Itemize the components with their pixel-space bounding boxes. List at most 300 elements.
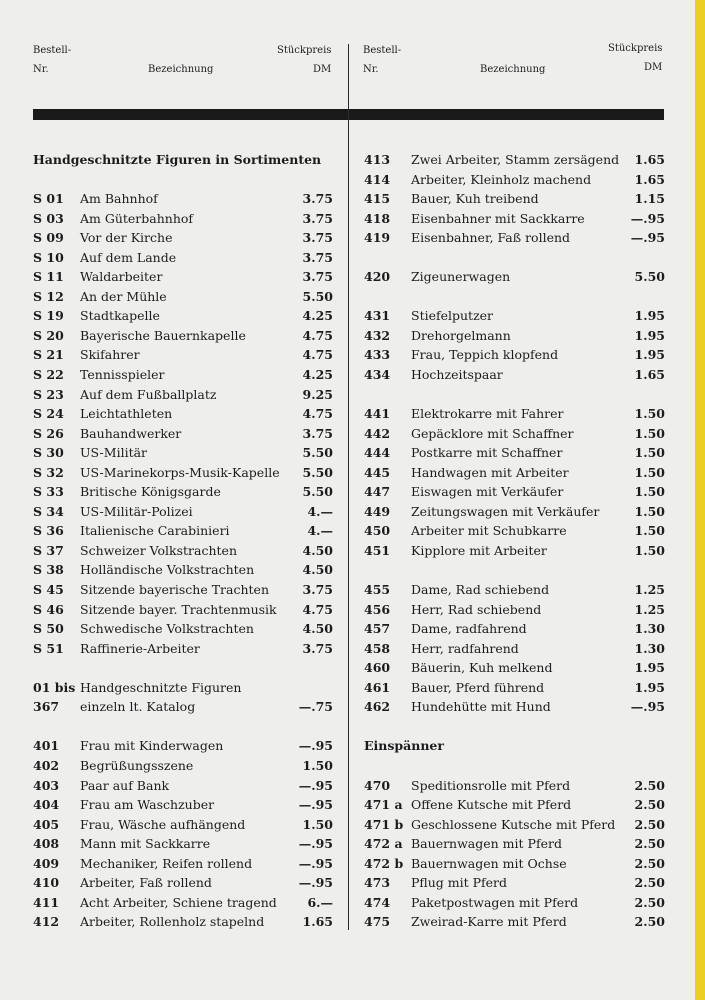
spacer-row	[33, 717, 333, 737]
unit-price: 2.50	[634, 855, 665, 871]
catalog-row	[33, 228, 333, 248]
item-description: Pflug mit Pferd	[411, 875, 508, 891]
order-number: S 33	[33, 484, 64, 500]
item-description: Auf dem Lande	[80, 249, 177, 265]
unit-price: 4.50	[302, 542, 333, 558]
item-description: Sitzende bayer. Trachtenmusik	[80, 601, 277, 617]
unit-price: 4.50	[302, 621, 333, 637]
order-number: S 36	[33, 523, 64, 539]
order-number: 472 b	[364, 855, 404, 871]
item-description: Frau mit Kinderwagen	[80, 738, 224, 754]
item-description: Arbeiter, Kleinholz machend	[411, 171, 592, 187]
order-number: S 30	[33, 445, 64, 461]
unit-price: 9.25	[302, 386, 333, 402]
item-description: Offene Kutsche mit Pferd	[411, 797, 572, 813]
item-description: Mechaniker, Reifen rollend	[80, 855, 253, 871]
catalog-row	[364, 873, 665, 893]
item-description: US-Militär-Polizei	[80, 503, 193, 519]
item-description: Zwei Arbeiter, Stamm zersägend	[411, 152, 620, 167]
catalog-row	[33, 580, 333, 600]
unit-price: 3.75	[302, 191, 333, 207]
catalog-row	[364, 482, 665, 502]
item-description: Am Bahnhof	[80, 191, 158, 207]
item-description: Eisenbahner, Faß rollend	[411, 230, 571, 246]
item-description: Frau am Waschzuber	[80, 797, 215, 813]
order-number: 401	[33, 738, 60, 754]
order-number: S 03	[33, 210, 64, 226]
unit-price: —.95	[298, 777, 333, 793]
unit-price: 2.50	[634, 894, 665, 910]
header-bezeichnung-left: Bezeichnung	[148, 64, 214, 75]
unit-price: 2.50	[634, 836, 665, 852]
order-number: 433	[364, 347, 391, 363]
unit-price: 3.75	[302, 230, 333, 246]
order-number: 415	[364, 191, 391, 207]
item-description: Skifahrer	[80, 347, 140, 363]
catalog-row	[33, 697, 333, 717]
item-description: Paar auf Bank	[80, 777, 170, 793]
order-number: S 32	[33, 464, 64, 480]
order-number: 450	[364, 523, 391, 539]
unit-price: 1.50	[634, 542, 665, 558]
unit-price: 2.50	[634, 875, 665, 891]
header-bezeichnung-right: Bezeichnung	[480, 64, 546, 75]
catalog-row	[33, 404, 333, 424]
unit-price: 2.50	[634, 914, 665, 930]
item-description: Leichtathleten	[80, 406, 173, 422]
order-number: S 09	[33, 230, 64, 246]
order-number: 441	[364, 406, 391, 422]
order-number: 442	[364, 425, 391, 441]
unit-price: 5.50	[302, 445, 333, 461]
order-number: 461	[364, 679, 391, 695]
item-description: Dame, radfahrend	[411, 621, 527, 637]
unit-price: 1.25	[634, 601, 665, 617]
item-description: Postkarre mit Schaffner	[411, 445, 563, 461]
header-stueckpreis-right: Stückpreis	[608, 43, 663, 54]
unit-price: 3.75	[302, 425, 333, 441]
unit-price: 5.50	[302, 484, 333, 500]
catalog-row	[364, 150, 665, 170]
order-number: 410	[33, 875, 60, 891]
order-number: 403	[33, 777, 60, 793]
unit-price: 1.95	[634, 679, 665, 695]
item-description: Speditionsrolle mit Pferd	[411, 777, 571, 793]
unit-price: 1.50	[634, 425, 665, 441]
order-number: 473	[364, 875, 391, 891]
item-description: US-Militär	[80, 445, 148, 461]
order-number: 432	[364, 327, 391, 343]
unit-price: 1.95	[634, 308, 665, 324]
unit-price: 4.75	[302, 601, 333, 617]
catalog-row	[364, 306, 665, 326]
order-number: S 38	[33, 562, 64, 578]
unit-price: 1.95	[634, 327, 665, 343]
unit-price: —.95	[298, 738, 333, 754]
item-description: Bäuerin, Kuh melkend	[411, 660, 553, 676]
item-description: Begrüßungsszene	[80, 757, 194, 773]
order-number: 462	[364, 699, 391, 715]
section-heading-text: Handgeschnitzte Figuren in Sortimenten	[33, 152, 322, 167]
unit-price: —.95	[298, 875, 333, 891]
unit-price: 1.50	[634, 464, 665, 480]
unit-price: 2.50	[634, 777, 665, 793]
catalog-row	[364, 326, 665, 346]
item-description: An der Mühle	[80, 288, 167, 304]
item-description: Frau, Teppich klopfend	[411, 347, 559, 363]
unit-price: 4.25	[302, 367, 333, 383]
order-number: 418	[364, 210, 391, 226]
item-description: Handgeschnitzte Figuren	[80, 679, 242, 695]
order-number: 460	[364, 660, 391, 676]
item-description: Bauernwagen mit Ochse	[411, 855, 567, 871]
unit-price: 4.50	[302, 562, 333, 578]
header-dm-right: DM	[644, 62, 663, 73]
order-number: S 37	[33, 542, 64, 558]
item-description: Italienische Carabinieri	[80, 523, 230, 539]
item-description: Stadtkapelle	[80, 308, 160, 324]
catalog-row	[364, 678, 665, 698]
spacer-row	[33, 170, 333, 190]
item-description: Paketpostwagen mit Pferd	[411, 894, 579, 910]
catalog-row	[33, 736, 333, 756]
order-number: S 24	[33, 406, 64, 422]
item-description: Holländische Volkstrachten	[80, 562, 255, 578]
order-number: 409	[33, 855, 60, 871]
order-number: S 21	[33, 347, 64, 363]
unit-price: 1.50	[634, 503, 665, 519]
unit-price: 3.75	[302, 249, 333, 265]
order-number: S 10	[33, 249, 64, 265]
catalog-row	[364, 776, 665, 796]
header-nr-left: Nr.	[33, 64, 49, 75]
catalog-row	[364, 345, 665, 365]
item-description: Bauer, Pferd führend	[411, 679, 545, 695]
item-description: Vor der Kirche	[80, 230, 173, 246]
unit-price: 1.50	[634, 484, 665, 500]
catalog-row	[364, 502, 665, 522]
catalog-row	[33, 345, 333, 365]
catalog-row	[364, 600, 665, 620]
order-number: 413	[364, 152, 391, 167]
order-number: 456	[364, 601, 391, 617]
catalog-row	[33, 209, 333, 229]
spacer-row	[364, 385, 665, 405]
order-number: S 22	[33, 367, 64, 383]
catalog-row	[33, 248, 333, 268]
catalog-row	[364, 424, 665, 444]
item-description: Britische Königsgarde	[80, 484, 221, 500]
order-number: 451	[364, 542, 391, 558]
unit-price: —.95	[298, 836, 333, 852]
item-description: Elektrokarre mit Fahrer	[411, 406, 564, 422]
item-description: Mann mit Sackkarre	[80, 836, 211, 852]
unit-price: 4.25	[302, 308, 333, 324]
item-description: Arbeiter mit Schubkarre	[411, 523, 567, 539]
order-number: 405	[33, 816, 60, 832]
order-number: 474	[364, 894, 391, 910]
spacer-row	[33, 658, 333, 678]
order-number: 408	[33, 836, 60, 852]
catalog-row	[33, 912, 333, 932]
item-description: Auf dem Fußballplatz	[80, 386, 217, 402]
header-nr-right: Nr.	[363, 64, 379, 75]
unit-price: 4.—	[307, 523, 333, 539]
order-number: S 20	[33, 327, 64, 343]
order-number: 458	[364, 640, 391, 656]
catalog-row	[33, 463, 333, 483]
unit-price: 1.65	[302, 914, 333, 930]
catalog-row	[33, 619, 333, 639]
catalog-row	[364, 639, 665, 659]
item-description: Hochzeitspaar	[411, 367, 503, 383]
unit-price: 1.50	[302, 757, 333, 773]
catalog-row	[33, 326, 333, 346]
item-description: Eiswagen mit Verkäufer	[411, 484, 564, 500]
order-number: S 46	[33, 601, 64, 617]
item-description: Stiefelputzer	[411, 308, 494, 324]
order-number: S 23	[33, 386, 64, 402]
catalog-row	[33, 502, 333, 522]
column-divider	[348, 44, 349, 930]
item-description: Schwedische Volkstrachten	[80, 621, 254, 637]
catalog-row	[364, 267, 665, 287]
order-number: S 19	[33, 308, 64, 324]
page-edge	[695, 0, 705, 1000]
catalog-row	[33, 482, 333, 502]
item-description: Am Güterbahnhof	[80, 210, 194, 226]
unit-price: —.95	[298, 855, 333, 871]
order-number: 404	[33, 797, 60, 813]
order-number: 457	[364, 621, 391, 637]
order-number: 411	[33, 894, 60, 910]
item-description: Schweizer Volkstrachten	[80, 542, 238, 558]
catalog-row	[364, 834, 665, 854]
spacer-row	[364, 717, 665, 737]
item-description: Waldarbeiter	[80, 269, 163, 285]
item-description: einzeln lt. Katalog	[80, 699, 196, 715]
catalog-row	[33, 815, 333, 835]
item-description: US-Marinekorps-Musik-Kapelle	[80, 464, 280, 480]
unit-price: —.95	[630, 210, 665, 226]
unit-price: —.95	[298, 797, 333, 813]
item-description: Eisenbahner mit Sackkarre	[411, 210, 585, 226]
unit-price: 1.25	[634, 582, 665, 598]
catalog-row	[364, 463, 665, 483]
item-description: Dame, Rad schiebend	[411, 582, 550, 598]
order-number: S 51	[33, 640, 64, 656]
unit-price: 5.50	[302, 288, 333, 304]
order-number: 445	[364, 464, 391, 480]
order-number: 431	[364, 308, 391, 324]
item-description: Kipplore mit Arbeiter	[411, 542, 547, 558]
catalog-row	[364, 404, 665, 424]
item-description: Raffinerie-Arbeiter	[80, 640, 200, 656]
order-number: 434	[364, 367, 391, 383]
order-number: 447	[364, 484, 391, 500]
item-description: Arbeiter, Faß rollend	[80, 875, 212, 891]
order-number: 475	[364, 914, 391, 930]
catalog-row	[33, 424, 333, 444]
unit-price: 2.50	[634, 816, 665, 832]
order-number: S 50	[33, 621, 64, 637]
item-description: Bauhandwerker	[80, 425, 182, 441]
catalog-row	[364, 521, 665, 541]
catalog-row	[33, 854, 333, 874]
order-number: 420	[364, 269, 391, 285]
item-description: Hundehütte mit Hund	[411, 699, 551, 715]
catalog-row	[364, 658, 665, 678]
catalog-row	[364, 697, 665, 717]
order-number: 455	[364, 582, 391, 598]
unit-price: 1.15	[634, 191, 665, 207]
unit-price: 1.30	[634, 640, 665, 656]
item-description: Bayerische Bauernkapelle	[80, 327, 246, 343]
unit-price: 3.75	[302, 210, 333, 226]
catalog-row	[33, 521, 333, 541]
unit-price: 1.65	[634, 367, 665, 383]
order-number: 367	[33, 699, 60, 715]
spacer-row	[364, 560, 665, 580]
order-number: S 12	[33, 288, 64, 304]
catalog-row	[364, 209, 665, 229]
catalog-row	[364, 170, 665, 190]
catalog-row	[364, 912, 665, 932]
header-bestell-right: Bestell-	[363, 45, 402, 56]
unit-price: 1.30	[634, 621, 665, 637]
order-number: 471 b	[364, 816, 404, 832]
unit-price: 5.50	[302, 464, 333, 480]
item-description: Handwagen mit Arbeiter	[411, 464, 569, 480]
catalog-row	[33, 756, 333, 776]
catalog-row	[33, 443, 333, 463]
catalog-row	[33, 795, 333, 815]
unit-price: 1.50	[634, 406, 665, 422]
catalog-row	[33, 385, 333, 405]
item-description: Bauer, Kuh treibend	[411, 191, 539, 207]
order-number: 444	[364, 445, 391, 461]
order-number: 470	[364, 777, 391, 793]
unit-price: 1.95	[634, 347, 665, 363]
catalog-row	[33, 678, 333, 698]
item-description: Sitzende bayerische Trachten	[80, 582, 270, 598]
header-bestell-left: Bestell-	[33, 45, 72, 56]
item-description: Drehorgelmann	[411, 327, 511, 343]
unit-price: 2.50	[634, 797, 665, 813]
order-number: S 45	[33, 582, 64, 598]
section-heading	[33, 150, 333, 170]
order-number: 01 bis	[33, 679, 76, 695]
order-number: 471 a	[364, 797, 403, 813]
item-description: Geschlossene Kutsche mit Pferd	[411, 816, 616, 832]
catalog-row	[364, 893, 665, 913]
catalog-row	[33, 893, 333, 913]
order-number: 414	[364, 171, 391, 187]
catalog-row	[364, 228, 665, 248]
catalog-row	[33, 267, 333, 287]
catalog-row	[364, 854, 665, 874]
header-dm-left: DM	[313, 64, 332, 75]
order-number: 402	[33, 757, 60, 773]
item-description: Zigeunerwagen	[411, 269, 511, 285]
item-description: Bauernwagen mit Pferd	[411, 836, 562, 852]
catalog-row	[364, 580, 665, 600]
unit-price: 4.75	[302, 347, 333, 363]
catalog-row	[33, 365, 333, 385]
catalog-row	[364, 365, 665, 385]
catalog-row	[33, 834, 333, 854]
unit-price: 3.75	[302, 269, 333, 285]
item-description: Tennisspieler	[80, 367, 165, 383]
right-column	[364, 150, 665, 932]
unit-price: 1.50	[634, 445, 665, 461]
order-number: S 26	[33, 425, 64, 441]
section-heading	[364, 736, 665, 756]
item-description: Frau, Wäsche aufhängend	[80, 816, 246, 832]
unit-price: 1.65	[634, 171, 665, 187]
unit-price: 6.—	[307, 894, 333, 910]
item-description: Gepäcklore mit Schaffner	[411, 425, 574, 441]
item-description: Zweirad-Karre mit Pferd	[411, 914, 567, 930]
order-number: 449	[364, 503, 391, 519]
order-number: 412	[33, 914, 60, 930]
unit-price: —.95	[630, 699, 665, 715]
catalog-row	[33, 541, 333, 561]
catalog-row	[33, 287, 333, 307]
unit-price: 1.95	[634, 660, 665, 676]
order-number: S 11	[33, 269, 64, 285]
item-description: Zeitungswagen mit Verkäufer	[411, 503, 600, 519]
item-description: Acht Arbeiter, Schiene tragend	[80, 894, 277, 910]
unit-price: 3.75	[302, 640, 333, 656]
unit-price: —.75	[298, 699, 333, 715]
catalog-row	[364, 541, 665, 561]
catalog-row	[364, 795, 665, 815]
catalog-row	[33, 639, 333, 659]
catalog-row	[33, 776, 333, 796]
spacer-row	[364, 756, 665, 776]
unit-price: 4.75	[302, 406, 333, 422]
header-stueckpreis-left: Stückpreis	[277, 45, 332, 56]
unit-price: 4.75	[302, 327, 333, 343]
spacer-row	[364, 287, 665, 307]
catalog-row	[364, 815, 665, 835]
item-description: Herr, radfahrend	[411, 640, 519, 656]
unit-price: 5.50	[634, 269, 665, 285]
unit-price: 1.50	[634, 523, 665, 539]
catalog-row	[364, 443, 665, 463]
catalog-row	[364, 189, 665, 209]
catalog-row	[33, 306, 333, 326]
catalog-row	[364, 619, 665, 639]
unit-price: 1.65	[634, 152, 665, 167]
unit-price: 4.—	[307, 503, 333, 519]
order-number: 472 a	[364, 836, 403, 852]
catalog-row	[33, 600, 333, 620]
catalog-row	[33, 560, 333, 580]
catalog-row	[33, 873, 333, 893]
unit-price: 1.50	[302, 816, 333, 832]
order-number: S 01	[33, 191, 64, 207]
section-heading-text: Einspänner	[364, 738, 444, 754]
left-column	[33, 150, 333, 932]
unit-price: 3.75	[302, 582, 333, 598]
order-number: S 34	[33, 503, 64, 519]
item-description: Herr, Rad schiebend	[411, 601, 542, 617]
spacer-row	[364, 248, 665, 268]
item-description: Arbeiter, Rollenholz stapelnd	[80, 914, 265, 930]
order-number: 419	[364, 230, 391, 246]
